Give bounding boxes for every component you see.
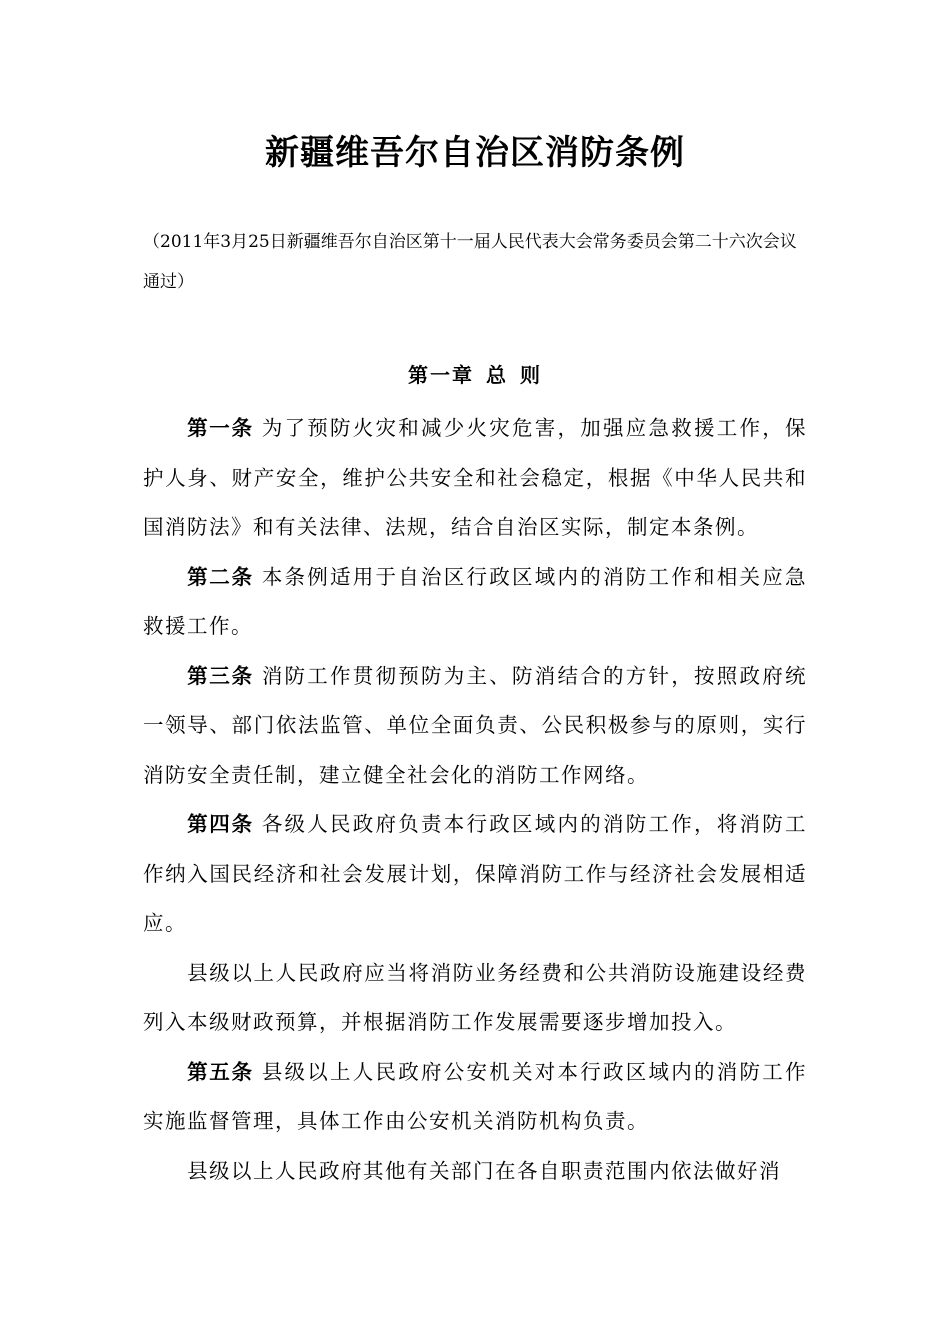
chapter-title-part1: 总 — [486, 363, 508, 387]
continuation-paragraph — [143, 1147, 807, 1197]
article-text: 消防工作贯彻预防为主、防消结合的方针，按照政府统一领导、部门依法监管、单位全面负责、公民积极参与的原则，实行消防安全责任制，建立健全社会化的消防工作网络。 — [143, 663, 808, 787]
article-number: 第二条 — [187, 564, 254, 589]
article-number: 第一条 — [187, 416, 254, 440]
article-paragraph — [143, 652, 807, 801]
chapter-title-part2: 则 — [520, 363, 542, 387]
chapter-heading — [0, 358, 950, 392]
article-paragraph — [143, 553, 807, 652]
article-text: 为了预防火灾和减少火灾危害，加强应急救援工作，保护人身、财产安全，维护公共安全和社会稳定，根据《中华人民共和国消防法》和有关法律、法规，结合自治区实际，制定本条例。 — [143, 416, 808, 539]
article-number: 第五条 — [187, 1059, 254, 1084]
document-title: 新疆维吾尔自治区消防条例 — [265, 133, 685, 173]
article-paragraph — [143, 404, 807, 553]
paragraph-text: 县级以上人民政府应当将消防业务经费和公共消防设施建设经费列入本级财政预算，并根据消防工作发展需要逐步增加投入。 — [143, 960, 807, 1034]
article-text: 本条例适用于自治区行政区域内的消防工作和相关应急救援工作。 — [143, 564, 808, 638]
article-text: 县级以上人民政府公安机关对本行政区域内的消防工作实施监督管理，具体工作由公安机关消防机构负责。 — [143, 1059, 808, 1133]
adoption-note: （2011年3月25日新疆维吾尔自治区第十一届人民代表大会常务委员会第二十六次会议通过） — [143, 232, 797, 292]
continuation-paragraph — [143, 949, 807, 1048]
article-number: 第三条 — [187, 663, 254, 688]
article-paragraph — [143, 1048, 807, 1147]
body-text — [143, 404, 807, 1196]
article-number: 第四条 — [187, 812, 254, 836]
chapter-number: 第一章 — [408, 363, 474, 387]
paragraph-text: 县级以上人民政府其他有关部门在各自职责范围内依法做好消 — [187, 1158, 782, 1183]
article-paragraph — [143, 800, 807, 949]
article-text: 各级人民政府负责本行政区域内的消防工作，将消防工作纳入国民经济和社会发展计划，保障消防工作与经济社会发展相适应。 — [143, 812, 808, 935]
